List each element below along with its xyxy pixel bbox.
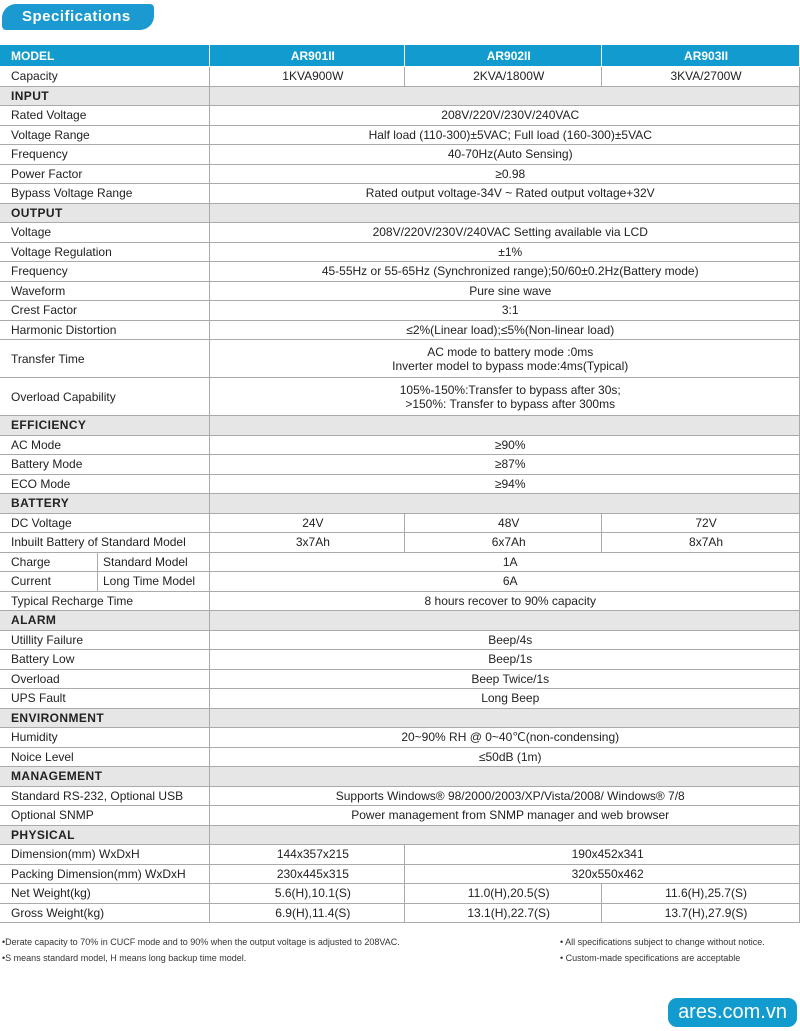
model-ar902ii: AR902II <box>405 45 602 67</box>
spec-value: Rated output voltage-34V ~ Rated output voltage+32V <box>210 184 800 204</box>
spec-row <box>0 455 800 475</box>
spec-value: 5.6(H),10.1(S) <box>210 884 405 904</box>
value-line: Inverter model to bypass mode:4ms(Typical) <box>392 358 629 373</box>
section-row <box>0 86 800 106</box>
value-line: 105%-150%:Transfer to bypass after 30s; <box>399 382 621 397</box>
spec-value: ≤2%(Linear load);≤5%(Non-linear load) <box>210 320 800 340</box>
spec-value: 6.9(H),11.4(S) <box>210 903 405 923</box>
spec-label: Standard RS-232, Optional USB <box>0 786 210 806</box>
spec-row <box>0 591 800 611</box>
section-row <box>0 416 800 436</box>
spec-row <box>0 281 800 301</box>
charge-label-cell <box>0 552 210 572</box>
note: •S means standard model, H means long backup time model. <box>2 953 247 963</box>
spec-row <box>0 864 800 884</box>
spec-value: 1A <box>210 552 800 572</box>
spec-value: Power management from SNMP manager and web browser <box>210 806 800 826</box>
spec-value: ±1% <box>210 242 800 262</box>
spec-value: Beep Twice/1s <box>210 669 800 689</box>
spec-label: Voltage Regulation <box>0 242 210 262</box>
spec-row <box>0 747 800 767</box>
spec-value: Long Beep <box>210 689 800 709</box>
spec-value: 320x550x462 <box>405 864 800 884</box>
spec-row <box>0 533 800 553</box>
spec-label: ECO Mode <box>0 474 210 494</box>
spec-label: Harmonic Distortion <box>0 320 210 340</box>
section-fill <box>210 86 800 106</box>
spec-value <box>210 340 800 378</box>
model-header: MODEL <box>0 45 210 67</box>
section-row <box>0 708 800 728</box>
spec-value: 208V/220V/230V/240VAC Setting available via LCD <box>210 223 800 243</box>
spec-value: Half load (110-300)±5VAC; Full load (160-300)±5VAC <box>210 125 800 145</box>
spec-label: Transfer Time <box>0 340 210 378</box>
spec-row <box>0 340 800 378</box>
spec-value: 24V <box>210 513 405 533</box>
note: •Derate capacity to 70% in CUCF mode and to 90% when the output voltage is adjusted to 208VAC. <box>2 937 400 947</box>
spec-label: Typical Recharge Time <box>0 591 210 611</box>
spec-value: ≥0.98 <box>210 164 800 184</box>
spec-value: 11.6(H),25.7(S) <box>602 884 800 904</box>
spec-row <box>0 106 800 126</box>
section-label: ALARM <box>0 611 210 631</box>
spec-label: Utillity Failure <box>0 630 210 650</box>
spec-value: 208V/220V/230V/240VAC <box>210 106 800 126</box>
spec-label: Gross Weight(kg) <box>0 903 210 923</box>
spec-label: Humidity <box>0 728 210 748</box>
spec-value: Supports Windows® 98/2000/2003/XP/Vista/2008/ Windows® 7/8 <box>210 786 800 806</box>
spec-value: ≥87% <box>210 455 800 475</box>
spec-row <box>0 223 800 243</box>
spec-row <box>0 669 800 689</box>
notes-left <box>2 934 400 966</box>
spec-label: Dimension(mm) WxDxH <box>0 845 210 865</box>
spec-row <box>0 845 800 865</box>
section-label: INPUT <box>0 86 210 106</box>
section-label: BATTERY <box>0 494 210 514</box>
spec-label: Bypass Voltage Range <box>0 184 210 204</box>
spec-row <box>0 145 800 165</box>
spec-label: Net Weight(kg) <box>0 884 210 904</box>
spec-value: 1KVA900W <box>210 67 405 87</box>
charge-group-label: Charge <box>0 553 98 572</box>
spec-row <box>0 650 800 670</box>
model-ar903ii: AR903II <box>602 45 800 67</box>
spec-value: 230x445x315 <box>210 864 405 884</box>
spec-label: Rated Voltage <box>0 106 210 126</box>
spec-label: Power Factor <box>0 164 210 184</box>
section-fill <box>210 611 800 631</box>
spec-value: 144x357x215 <box>210 845 405 865</box>
spec-row <box>0 884 800 904</box>
note: • All specifications subject to change without notice. <box>560 937 765 947</box>
section-fill <box>210 708 800 728</box>
spec-row <box>0 630 800 650</box>
spec-value: Pure sine wave <box>210 281 800 301</box>
spec-row <box>0 806 800 826</box>
spec-row <box>0 262 800 282</box>
spec-row <box>0 242 800 262</box>
spec-value: ≥90% <box>210 435 800 455</box>
section-fill <box>210 494 800 514</box>
spec-row <box>0 689 800 709</box>
spec-row <box>0 435 800 455</box>
spec-label: Optional SNMP <box>0 806 210 826</box>
spec-row <box>0 786 800 806</box>
spec-label: Frequency <box>0 262 210 282</box>
spec-row <box>0 301 800 321</box>
spec-label: Noice Level <box>0 747 210 767</box>
note: • Custom-made specifications are acceptable <box>560 953 741 963</box>
spec-row <box>0 184 800 204</box>
section-row <box>0 203 800 223</box>
spec-label: Overload <box>0 669 210 689</box>
section-fill <box>210 416 800 436</box>
spec-label: Battery Mode <box>0 455 210 475</box>
spec-row <box>0 513 800 533</box>
spec-label: Voltage Range <box>0 125 210 145</box>
spec-row <box>0 728 800 748</box>
spec-value: 13.7(H),27.9(S) <box>602 903 800 923</box>
spec-value: 8 hours recover to 90% capacity <box>210 591 800 611</box>
spec-label: Frequency <box>0 145 210 165</box>
spec-value: ≤50dB (1m) <box>210 747 800 767</box>
spec-row <box>0 474 800 494</box>
spec-label: DC Voltage <box>0 513 210 533</box>
spec-value: 3x7Ah <box>210 533 405 553</box>
website-badge[interactable]: ares.com.vn <box>668 998 797 1027</box>
section-label: EFFICIENCY <box>0 416 210 436</box>
spec-value <box>210 378 800 416</box>
value-line: >150%: Transfer to bypass after 300ms <box>405 396 616 411</box>
section-fill <box>210 203 800 223</box>
spec-row <box>0 552 800 572</box>
spec-row <box>0 320 800 340</box>
spec-label: Overload Capability <box>0 378 210 416</box>
section-row <box>0 767 800 787</box>
section-label: ENVIRONMENT <box>0 708 210 728</box>
spec-label: AC Mode <box>0 435 210 455</box>
spec-value: ≥94% <box>210 474 800 494</box>
specifications-title: Specifications <box>2 4 154 30</box>
notes-right <box>560 934 765 966</box>
spec-label: Capacity <box>0 67 210 87</box>
spec-row <box>0 572 800 592</box>
spec-row <box>0 164 800 184</box>
model-ar901ii: AR901II <box>210 45 405 67</box>
spec-value: 72V <box>602 513 800 533</box>
spec-value: 20~90% RH @ 0~40℃(non-condensing) <box>210 728 800 748</box>
spec-value: 6A <box>210 572 800 592</box>
section-label: PHYSICAL <box>0 825 210 845</box>
spec-value: 6x7Ah <box>405 533 602 553</box>
spec-table <box>0 44 800 923</box>
spec-label: Inbuilt Battery of Standard Model <box>0 533 210 553</box>
spec-label: Packing Dimension(mm) WxDxH <box>0 864 210 884</box>
spec-label: Voltage <box>0 223 210 243</box>
spec-value: 11.0(H),20.5(S) <box>405 884 602 904</box>
spec-label: UPS Fault <box>0 689 210 709</box>
spec-value: 45-55Hz or 55-65Hz (Synchronized range);50/60±0.2Hz(Battery mode) <box>210 262 800 282</box>
spec-value: 3KVA/2700W <box>602 67 800 87</box>
spec-label: Waveform <box>0 281 210 301</box>
spec-label: Crest Factor <box>0 301 210 321</box>
spec-value: 8x7Ah <box>602 533 800 553</box>
section-label: MANAGEMENT <box>0 767 210 787</box>
spec-row <box>0 378 800 416</box>
section-row <box>0 611 800 631</box>
value-line: AC mode to battery mode :0ms <box>427 344 594 359</box>
spec-row <box>0 67 800 87</box>
section-fill <box>210 767 800 787</box>
spec-row <box>0 903 800 923</box>
charge-label-cell <box>0 572 210 592</box>
charge-group-label: Current <box>0 572 98 591</box>
spec-value: 13.1(H),22.7(S) <box>405 903 602 923</box>
spec-label: Battery Low <box>0 650 210 670</box>
section-row <box>0 494 800 514</box>
spec-value: 2KVA/1800W <box>405 67 602 87</box>
section-row <box>0 825 800 845</box>
spec-value: Beep/4s <box>210 630 800 650</box>
header-row <box>0 45 800 67</box>
spec-label: Long Time Model <box>103 574 196 588</box>
spec-value: 3:1 <box>210 301 800 321</box>
spec-label: Standard Model <box>103 554 188 569</box>
spec-row <box>0 125 800 145</box>
section-fill <box>210 825 800 845</box>
spec-value: 40-70Hz(Auto Sensing) <box>210 145 800 165</box>
spec-value: 190x452x341 <box>405 845 800 865</box>
spec-value: 48V <box>405 513 602 533</box>
section-label: OUTPUT <box>0 203 210 223</box>
spec-value: Beep/1s <box>210 650 800 670</box>
